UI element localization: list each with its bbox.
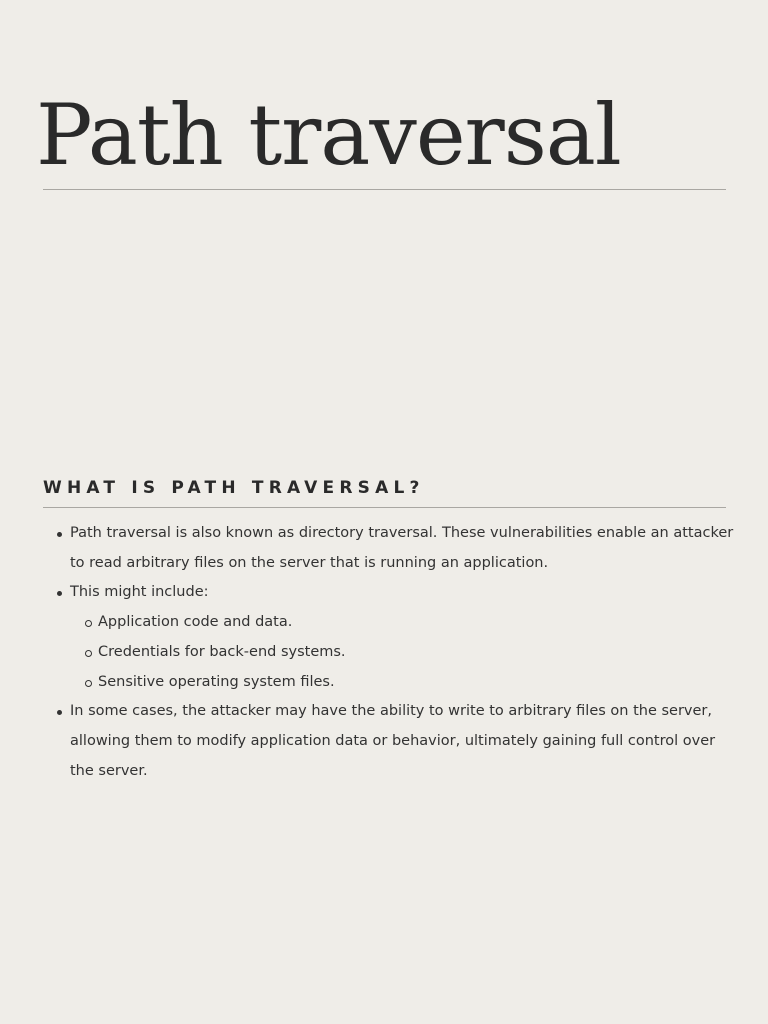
bullet-item-write-access [56,697,736,786]
bullet-item-definition [56,519,736,578]
bullet-text: This might include: [70,584,209,601]
page-title: Path traversal [36,86,621,184]
sub-bullet-item [70,668,736,698]
section-content [56,519,736,786]
title-divider [43,189,726,190]
sub-bullet-text: Sensitive operating system files. [98,673,335,690]
sub-bullet-text: Credentials for back-end systems. [98,643,346,660]
bullet-list [56,519,736,786]
bullet-text: Path traversal is also known as directory traversal. These vulnerabilities enable an attacker to read arbitrary files on the server that is running an application. [70,525,734,571]
section-heading: WHAT IS PATH TRAVERSAL? [43,478,425,498]
bullet-item-includes [56,578,736,697]
sub-bullet-text: Application code and data. [98,614,293,631]
sub-bullet-item [70,638,736,668]
section-divider [43,507,726,508]
sub-bullet-item [70,608,736,638]
sub-bullet-list [70,608,736,697]
bullet-text: In some cases, the attacker may have the ability to write to arbitrary files on the server, allowing them to modify application data or behavior, ultimately gaining full control over the server. [70,703,716,779]
